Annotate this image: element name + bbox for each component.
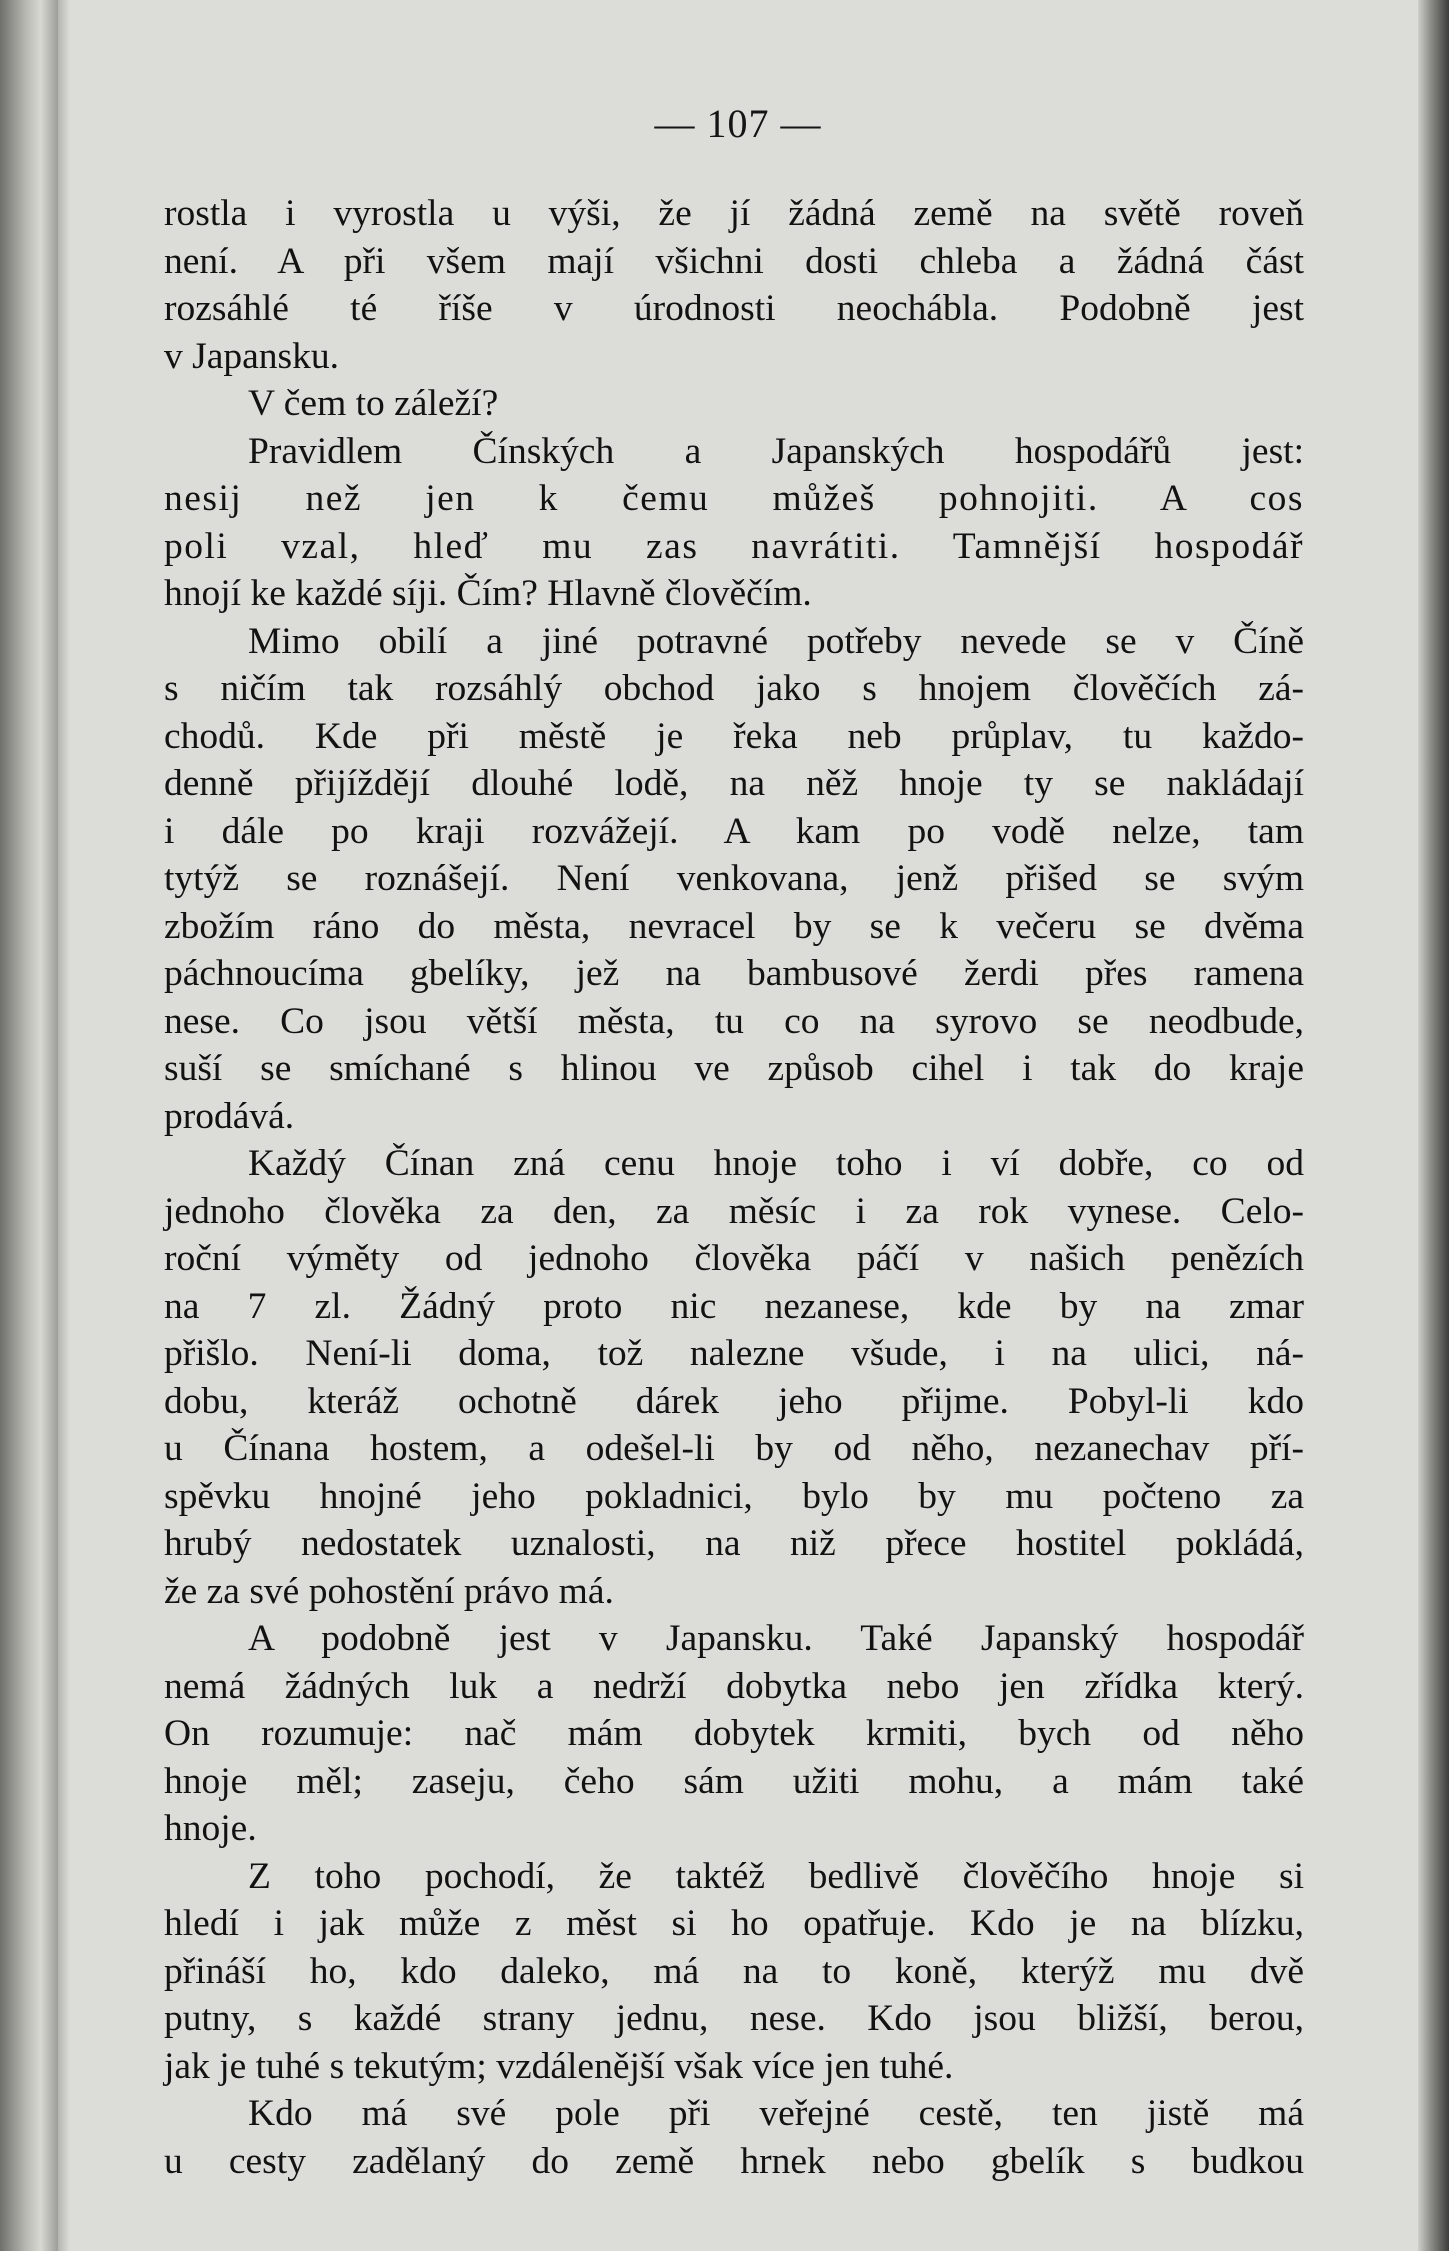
text-line: A podobně jest v Japansku. Také Japanský hospodář (248, 1618, 1304, 1659)
text-line: hrubý nedostatek uznalosti, na niž přece hostitel pokládá, (164, 1523, 1304, 1564)
text-line: jednoho člověka za den, za měsíc i za rok vynese. Celo- (164, 1190, 1304, 1232)
text-line: spěvku hnojné jeho pokladnici, bylo by mu počteno za (164, 1475, 1304, 1517)
text-line: tytýž se roznášejí. Není venkovana, jenž přišed se svým (164, 858, 1304, 899)
right-page-edge (1418, 0, 1449, 2251)
text-line: prodává. (164, 1095, 295, 1137)
text-line: denně přijíždějí dlouhé lodě, na něž hnoje ty se nakládají (164, 763, 1304, 804)
text-line: V čem to záleží? (248, 383, 499, 424)
text-line: dobu, kteráž ochotně dárek jeho přijme. Pobyl-li kdo (164, 1380, 1304, 1422)
page-number: — 107 — (654, 101, 822, 146)
text-line: suší se smíchané s hlinou ve způsob cihel i tak do kraje (164, 1048, 1304, 1089)
text-line: zbožím ráno do města, nevracel by se k večeru se dvěma (164, 905, 1304, 947)
body-text (164, 190, 1304, 2185)
text-line: On rozumuje: nač mám dobytek krmiti, bych od něho (164, 1713, 1304, 1754)
text-line: páchnoucíma gbelíky, jež na bambusové žerdi přes ramena (164, 953, 1304, 994)
gutter-shadow (58, 0, 70, 2251)
text-line: s ničím tak rozsáhlý obchod jako s hnojem člověčích zá- (164, 668, 1304, 709)
text-line: chodů. Kde při městě je řeka neb průplav, tu každo- (164, 715, 1304, 757)
text-line: rozsáhlé té říše v úrodnosti neochábla. Podobně jest (164, 288, 1304, 329)
text-line: nemá žádných luk a nedrží dobytka nebo jen zřídka který. (164, 1665, 1304, 1707)
text-line: nesij než jen k čemu můžeš pohnojiti. A cos (164, 478, 1304, 519)
text-line: poli vzal, hleď mu zas navrátiti. Tamnější hospodář (164, 525, 1304, 567)
text-line: Každý Čínan zná cenu hnoje toho i ví dobře, co od (248, 1143, 1304, 1184)
text-line: roční výměty od jednoho člověka páčí v našich penězích (164, 1238, 1304, 1279)
text-line: hnojí ke každé síji. Čím? Hlavně člověčím. (164, 573, 812, 614)
text-line: i dále po kraji rozvážejí. A kam po vodě nelze, tam (164, 810, 1304, 852)
text-line: na 7 zl. Žádný proto nic nezanese, kde by na zmar (164, 1285, 1304, 1327)
text-line: že za své pohostění právo má. (164, 1570, 614, 1612)
text-line: přišlo. Není-li doma, tož nalezne všude, i na ulici, ná- (164, 1333, 1304, 1374)
text-line: nese. Co jsou větší města, tu co na syrovo se neodbude, (164, 1000, 1304, 1042)
text-line: u cesty zadělaný do země hrnek nebo gbelík s budkou (164, 2140, 1304, 2182)
text-line: Z toho pochodí, že taktéž bedlivě člověčího hnoje si (248, 1855, 1304, 1897)
text-line: není. A při všem mají všichni dosti chleba a žádná část (164, 240, 1304, 282)
text-line: Pravidlem Čínských a Japanských hospodářů jest: (248, 430, 1304, 472)
book-page (58, 0, 1418, 2251)
text-line: v Japansku. (164, 335, 339, 377)
text-line: jak je tuhé s tekutým; vzdálenější však více jen tuhé. (164, 2045, 954, 2087)
text-line: u Čínana hostem, a odešel-li by od něho, nezanechav pří- (164, 1428, 1304, 1469)
text-line: hnoje měl; zaseju, čeho sám užiti mohu, a mám také (164, 1760, 1304, 1802)
text-line: rostla i vyrostla u výši, že jí žádná země na světě roveň (164, 193, 1304, 234)
left-page-edge (0, 0, 58, 2251)
text-line: Kdo má své pole při veřejné cestě, ten jistě má (248, 2093, 1304, 2134)
text-line: hnoje. (164, 1808, 257, 1849)
text-line: putny, s každé strany jednu, nese. Kdo jsou bližší, berou, (164, 1998, 1304, 2039)
text-line: hledí i jak může z měst si ho opatřuje. Kdo je na blízku, (164, 1903, 1304, 1944)
text-line: přináší ho, kdo daleko, má na to koně, kterýž mu dvě (164, 1950, 1304, 1992)
text-line: Mimo obilí a jiné potravné potřeby nevede se v Číně (248, 620, 1304, 662)
